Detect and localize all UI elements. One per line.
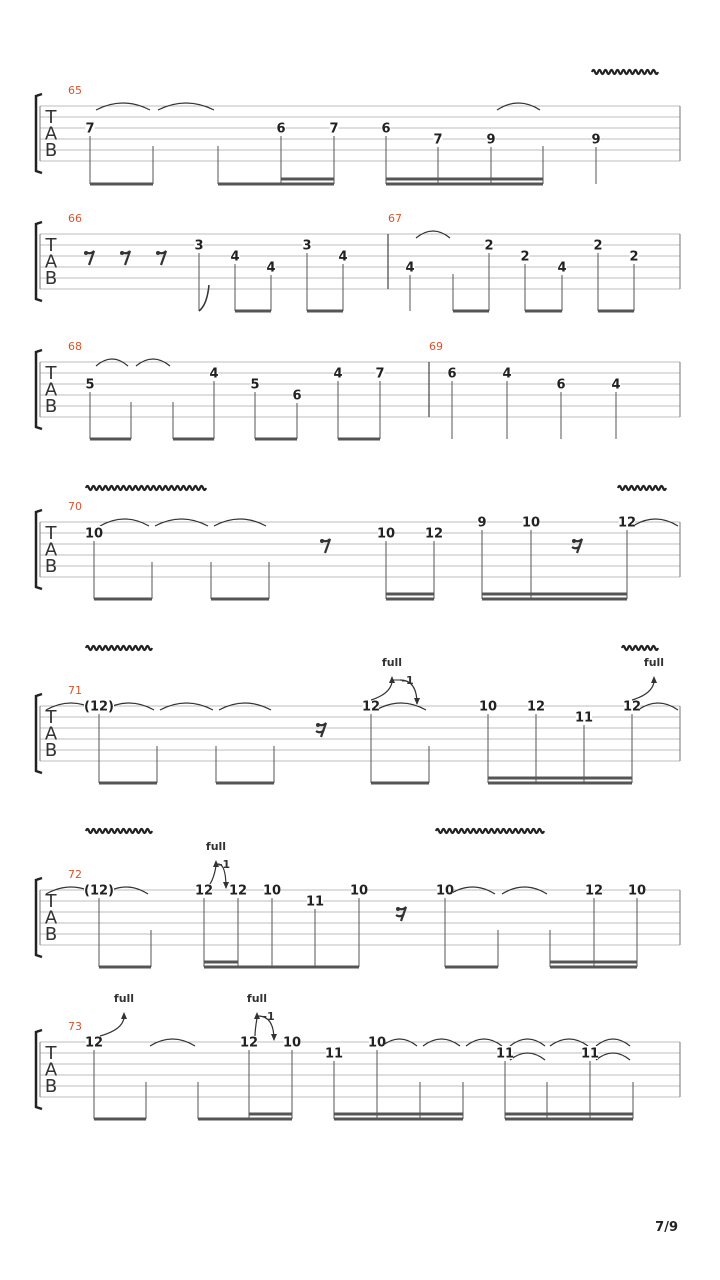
tab-clef-letter: A [44,251,58,273]
release-label: -1 [262,1010,275,1023]
measure-number: 73 [68,1020,82,1033]
measure-number: 65 [68,84,82,97]
fret-number: 12 [622,699,642,715]
rest-dot [572,539,576,543]
rest [572,546,580,548]
bend-arrow [121,1012,127,1019]
fret-number: 11 [305,894,325,910]
fret-number: 12 [617,515,637,531]
tab-clef-letter: T [45,523,57,544]
tab-clef-letter: T [45,1043,57,1064]
tab-clef-letter: B [44,140,58,161]
fret-number: 2 [593,238,603,254]
fret-number: 3 [302,238,312,254]
bend-curve [371,682,392,700]
fret-number: 11 [324,1046,344,1062]
page-number: 7/9 [655,1220,678,1235]
tab-clef-letter: T [45,363,57,384]
release-arrow [271,1034,277,1041]
fret-number: 7 [375,366,385,382]
fret-number: (12) [84,699,114,715]
tab-clef-letter: B [44,740,58,761]
release-arrow [414,698,420,705]
tab-clef-letter: T [45,235,57,256]
tab-clef-letter: B [44,396,58,417]
tab-clef-letter: A [44,907,58,929]
fret-number: 4 [338,249,348,265]
tab-clef-letter: B [44,556,58,577]
rest-dot [120,251,124,255]
tab-clef-letter: B [44,924,58,945]
fret-number: (12) [84,883,114,899]
fret-number: 12 [361,699,381,715]
bend-label: full [113,992,135,1005]
fret-number: 3 [194,238,204,254]
fret-number: 11 [580,1046,600,1062]
fret-number: 5 [250,377,260,393]
rest-dot [316,723,320,727]
tie [510,1053,545,1060]
fret-number: 7 [85,121,95,137]
bend-label: full [643,656,665,669]
fret-number: 6 [556,377,566,393]
fret-number: 12 [424,526,444,542]
bend-label: full [381,656,403,669]
vibrato-mark [436,829,544,833]
fret-number: 4 [209,366,219,382]
fret-number: 10 [521,515,541,531]
fret-number: 10 [367,1035,387,1051]
bend-label: full [205,840,227,853]
measure-number: 68 [68,340,82,353]
measure-number: 72 [68,868,82,881]
fret-number: 12 [84,1035,104,1051]
rest [316,730,324,732]
fret-number: 2 [484,238,494,254]
bend-label: full [246,992,268,1005]
fret-number: 12 [194,883,214,899]
rest-dot [156,251,160,255]
tab-clef-letter: T [45,107,57,128]
tab-clef-letter: A [44,379,58,401]
vibrato-mark [592,70,658,74]
fret-number: 10 [349,883,369,899]
release-label: -1 [217,858,231,871]
bend-curve [632,682,654,700]
fret-number: 10 [262,883,282,899]
fret-number: 10 [84,526,104,542]
vibrato-mark [86,646,152,650]
fret-number: 9 [477,515,487,531]
fret-number: 12 [239,1035,259,1051]
fret-number: 6 [292,388,302,404]
fret-number: 4 [333,366,343,382]
tab-clef-letter: A [44,539,58,561]
fret-number: 7 [433,132,443,148]
bend-curve [255,1018,257,1036]
measure-number: 66 [68,212,82,225]
bend-curve [100,1018,124,1036]
fret-number: 10 [376,526,396,542]
fret-number: 12 [526,699,546,715]
tie [596,1053,630,1060]
tab-clef-letter: B [44,268,58,289]
fret-number: 4 [405,260,415,276]
fret-number: 11 [495,1046,515,1062]
rest-dot [396,907,400,911]
tab-clef-letter: T [45,891,57,912]
vibrato-mark [86,829,152,833]
rest-dot [320,539,324,543]
fret-number: 12 [228,883,248,899]
vibrato-mark [622,646,658,650]
vibrato-mark [86,486,206,490]
measure-number: 71 [68,684,82,697]
fret-number: 6 [381,121,391,137]
fret-number: 6 [447,366,457,382]
fret-number: 11 [574,710,594,726]
fret-number: 12 [584,883,604,899]
rest-dot [84,251,88,255]
bend-curve [210,866,216,884]
release-label: -1 [401,674,414,687]
measure-number: 69 [429,340,443,353]
vibrato-mark [618,486,666,490]
bend-arrow [651,676,657,683]
tab-clef-letter: A [44,1059,58,1081]
tab-clef-letter: A [44,123,58,145]
fret-number: 4 [611,377,621,393]
fret-number: 10 [435,883,455,899]
measure-number: 67 [388,212,402,225]
measure-number: 70 [68,500,82,513]
fret-number: 5 [85,377,95,393]
fret-number: 4 [502,366,512,382]
fret-number: 10 [282,1035,302,1051]
fret-number: 2 [520,249,530,265]
fret-number: 2 [629,249,639,265]
fret-number: 10 [627,883,647,899]
fret-number: 9 [591,132,601,148]
rest [396,914,404,916]
fret-number: 10 [478,699,498,715]
fret-number: 6 [276,121,286,137]
fret-number: 4 [557,260,567,276]
tab-clef-letter: A [44,723,58,745]
fret-number: 9 [486,132,496,148]
fret-number: 7 [329,121,339,137]
tab-clef-letter: B [44,1076,58,1097]
fret-number: 4 [230,249,240,265]
tab-clef-letter: T [45,707,57,728]
fret-number: 4 [266,260,276,276]
